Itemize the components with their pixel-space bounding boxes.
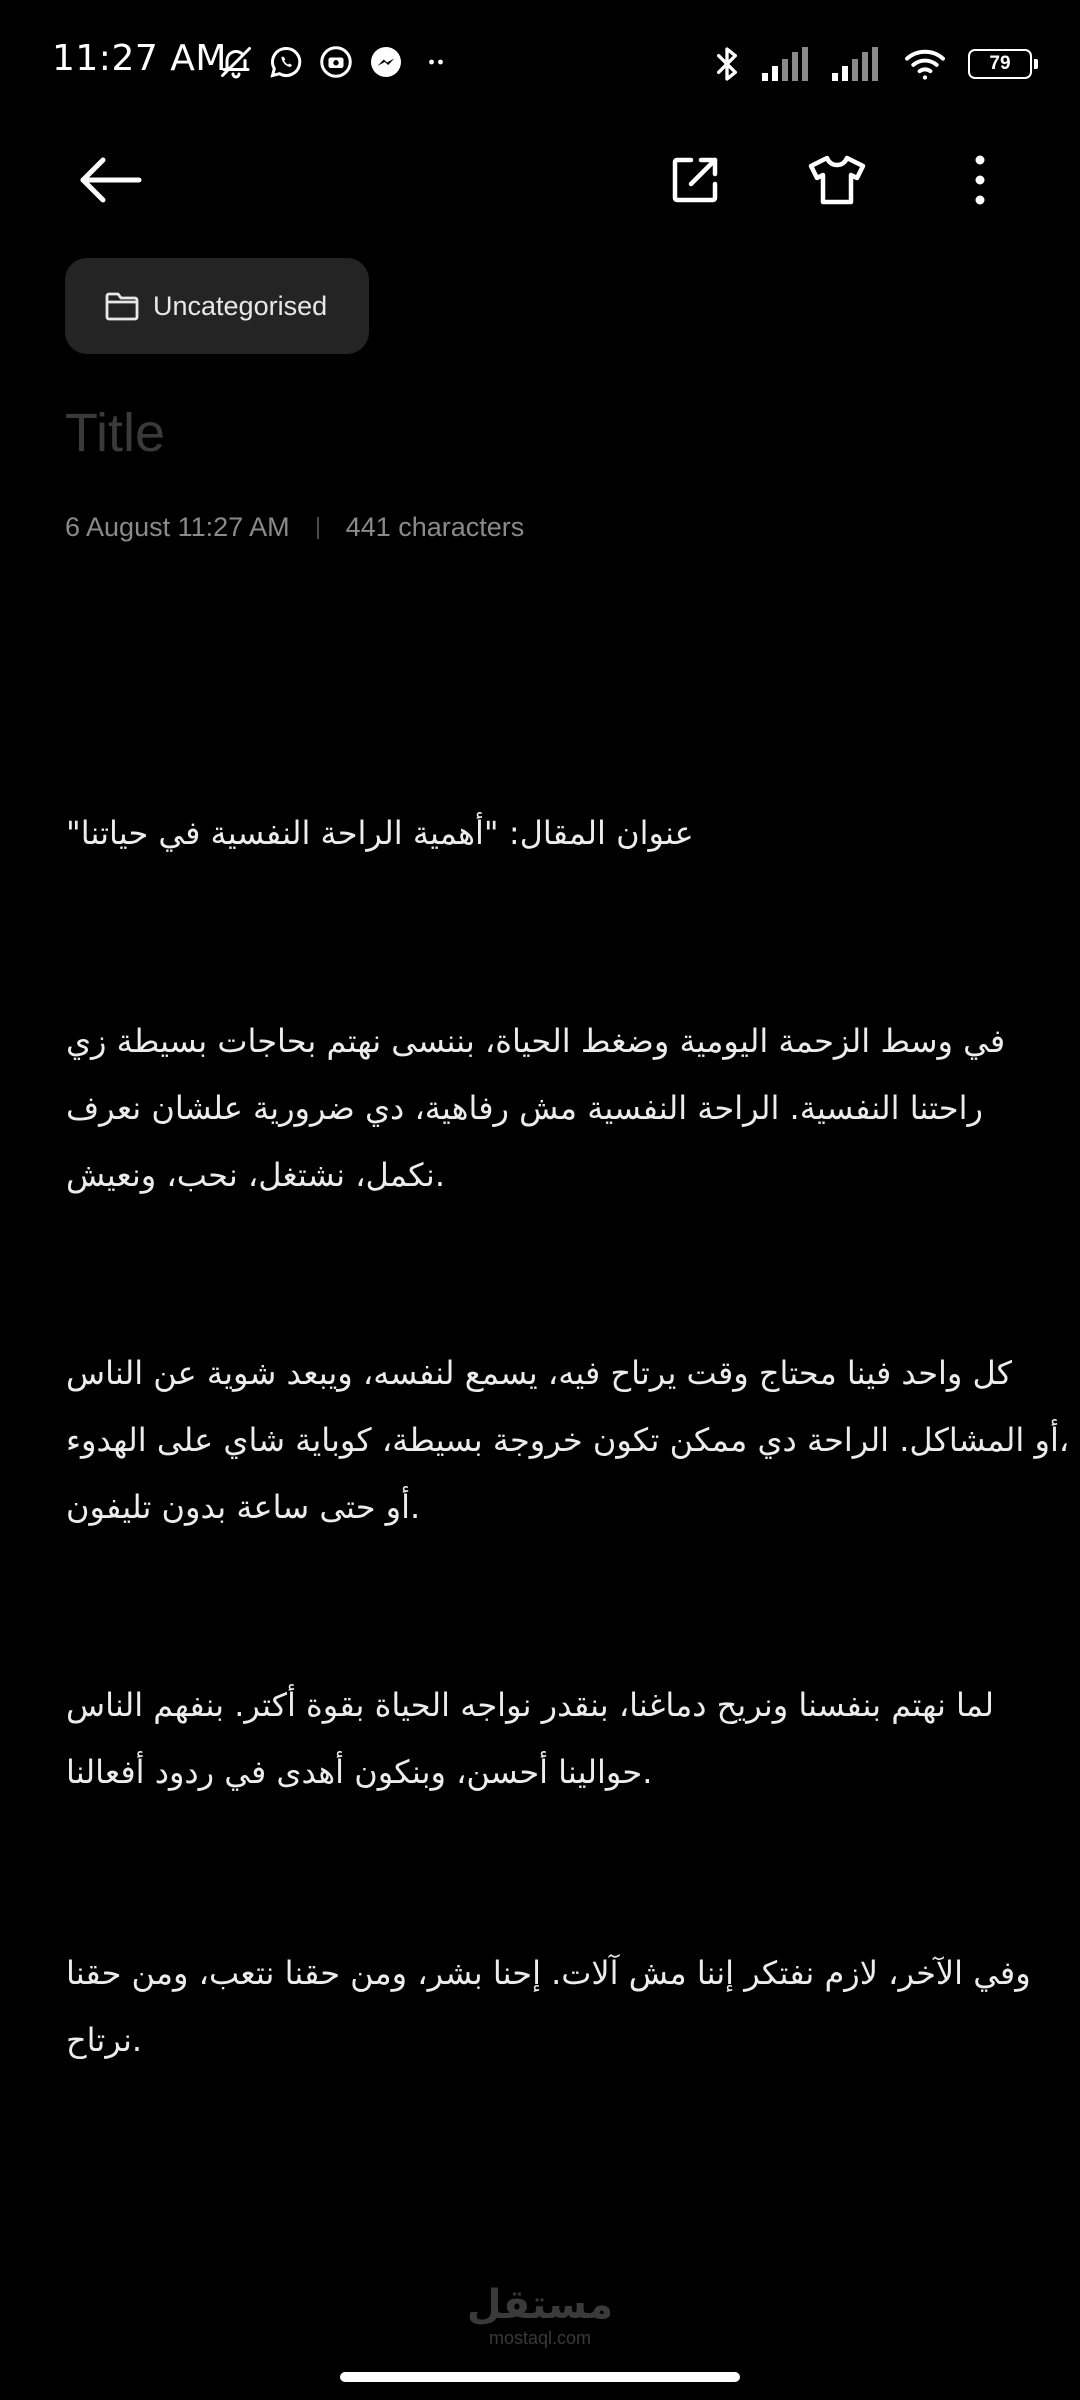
arrow-left-icon <box>77 155 143 205</box>
body-line: حوالينا أحسن، وبنكون أهدى في ردود أفعالنا. <box>66 1753 653 1791</box>
notification-icons <box>218 44 454 80</box>
camera-app-icon <box>318 44 354 80</box>
whatsapp-icon <box>268 44 304 80</box>
folder-label: Uncategorised <box>153 290 328 321</box>
watermark <box>0 2283 1080 2349</box>
battery-level: 79 <box>989 53 1011 74</box>
body-line: "عنوان المقال: "أهمية الراحة النفسية في حياتنا <box>66 814 694 852</box>
body-line: وفي الآخر، لازم نفتكر إننا مش آلات. إحنا بشر، ومن حقنا نتعب، ومن حقنا <box>66 1954 1031 1992</box>
char-count: 441 characters <box>345 512 525 542</box>
body-line: نرتاح. <box>66 2021 143 2059</box>
body-line: نكمل، نشتغل، نحب، ونعيش. <box>66 1156 445 1194</box>
status-time: 11:27 AM <box>52 38 227 79</box>
back-button[interactable] <box>70 140 150 220</box>
paragraph-3 <box>66 1340 1069 1541</box>
home-indicator[interactable] <box>340 2372 740 2382</box>
note-date: 6 August 11:27 AM <box>65 512 290 542</box>
more-dots-icon <box>418 44 454 80</box>
body-line: لما نهتم بنفسنا ونريح دماغنا، بنقدر نواجه الحياة بقوة أكتر. بنفهم الناس <box>66 1686 995 1724</box>
battery-icon <box>968 49 1032 79</box>
bluetooth-icon <box>712 44 742 84</box>
body-line: في وسط الزحمة اليومية وضغط الحياة، بننسى نهتم بحاجات بسيطة زي <box>66 1022 1006 1060</box>
meta-divider <box>317 517 319 539</box>
share-button[interactable] <box>655 140 735 220</box>
signal-icon <box>832 47 882 81</box>
body-line: أو حتى ساعة بدون تليفون. <box>66 1488 421 1526</box>
messenger-icon <box>368 44 404 80</box>
signal-icon <box>762 47 812 81</box>
share-external-icon <box>669 154 721 206</box>
tshirt-icon <box>807 154 867 206</box>
wifi-icon <box>902 46 948 82</box>
body-line: أو المشاكل. الراحة دي ممكن تكون خروجة بسيطة، كوباية شاي على الهدوء، <box>66 1421 1070 1459</box>
paragraph-2 <box>66 1008 1005 1209</box>
folder-chip[interactable] <box>65 258 369 354</box>
paragraph-1 <box>66 800 694 867</box>
body-line: كل واحد فينا محتاج وقت يرتاح فيه، يسمع لنفسه، ويبعد شوية عن الناس <box>66 1354 1012 1392</box>
theme-button[interactable] <box>797 140 877 220</box>
bell-muted-icon <box>218 44 254 80</box>
status-bar <box>0 0 1080 130</box>
vertical-dots-icon <box>973 154 987 206</box>
system-icons <box>712 44 1032 84</box>
paragraph-4 <box>66 1672 994 1806</box>
note-meta <box>65 512 524 543</box>
watermark-latin: mostaql.com <box>488 2328 592 2348</box>
body-line: راحتنا النفسية. الراحة النفسية مش رفاهية، دي ضرورية علشان نعرف <box>66 1089 983 1127</box>
folder-icon <box>105 291 139 321</box>
paragraph-5 <box>66 1940 1031 2074</box>
watermark-arabic: مستقل <box>466 2282 614 2328</box>
title-input[interactable]: Title <box>65 403 166 463</box>
more-options-button[interactable] <box>940 140 1020 220</box>
